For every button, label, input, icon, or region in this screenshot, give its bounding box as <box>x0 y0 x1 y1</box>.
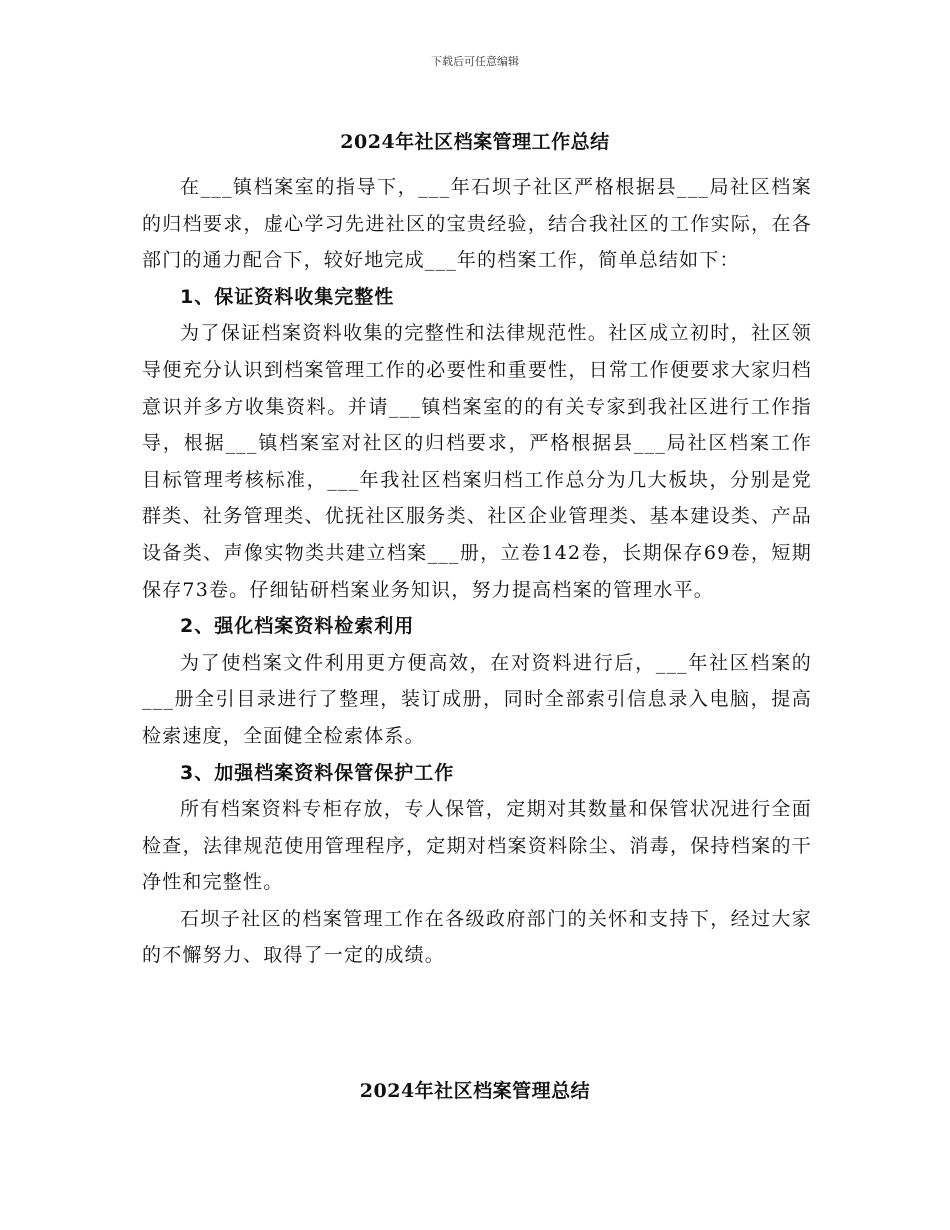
second-title: 2024年社区档案管理总结 <box>359 1080 591 1102</box>
section-paragraph-3: 所有档案资料专柜存放，专人保管，定期对其数量和保管状况进行全面检查，法律规范使用管理程序，定期对档案资料除尘、消毒，保持档案的干净性和完整性。 <box>142 798 812 894</box>
intro-paragraph: 在___镇档案室的指导下，___年石坝子社区严格根据县___局社区档案的归档要求，虚心学习先进社区的宝贵经验，结合我社区的工作实际，在各部门的通力配合下，较好地完成___年的档案工作，简单总结如下： <box>142 176 812 272</box>
closing-paragraph: 石坝子社区的档案管理工作在各级政府部门的关怀和支持下，经过大家的不懈努力、取得了一定的成绩。 <box>142 907 812 967</box>
document-body <box>142 169 812 974</box>
section-heading-3: 3、加强档案资料保管保护工作 <box>180 761 455 784</box>
section-heading-1: 1、保证资料收集完整性 <box>180 285 395 308</box>
section-paragraph-2: 为了使档案文件利用更方便高效，在对资料进行后，___年社区档案的___册全引目录进行了整理，装订成册，同时全部索引信息录入电脑，提高检索速度，全面健全检索体系。 <box>142 651 812 747</box>
page-title: 2024年社区档案管理工作总结 <box>340 131 610 153</box>
section-heading-2: 2、强化档案资料检索利用 <box>180 615 415 638</box>
header-note: 下载后可任意编辑 <box>431 55 519 68</box>
section-paragraph-1: 为了保证档案资料收集的完整性和法律规范性。社区成立初时，社区领导便充分认识到档案管理工作的必要性和重要性，日常工作便要求大家归档意识并多方收集资料。并请___镇档案室的的有关专家到我社区进行工作指导，根据___镇档案室对社区的归档要求，严格根据县___局社区档案工作目标管理考核标准，___年我社区档案归档工作总分为几大板块，分别是党群类、社务管理类、优抚社区服务类、社区企业管理类、基本建设类、产品设备类、声像实物类共建立档案___册，立卷142卷，长期保存69卷，短期保存73卷。仔细钻研档案业务知识，努力提高档案的管理水平。 <box>142 322 812 601</box>
